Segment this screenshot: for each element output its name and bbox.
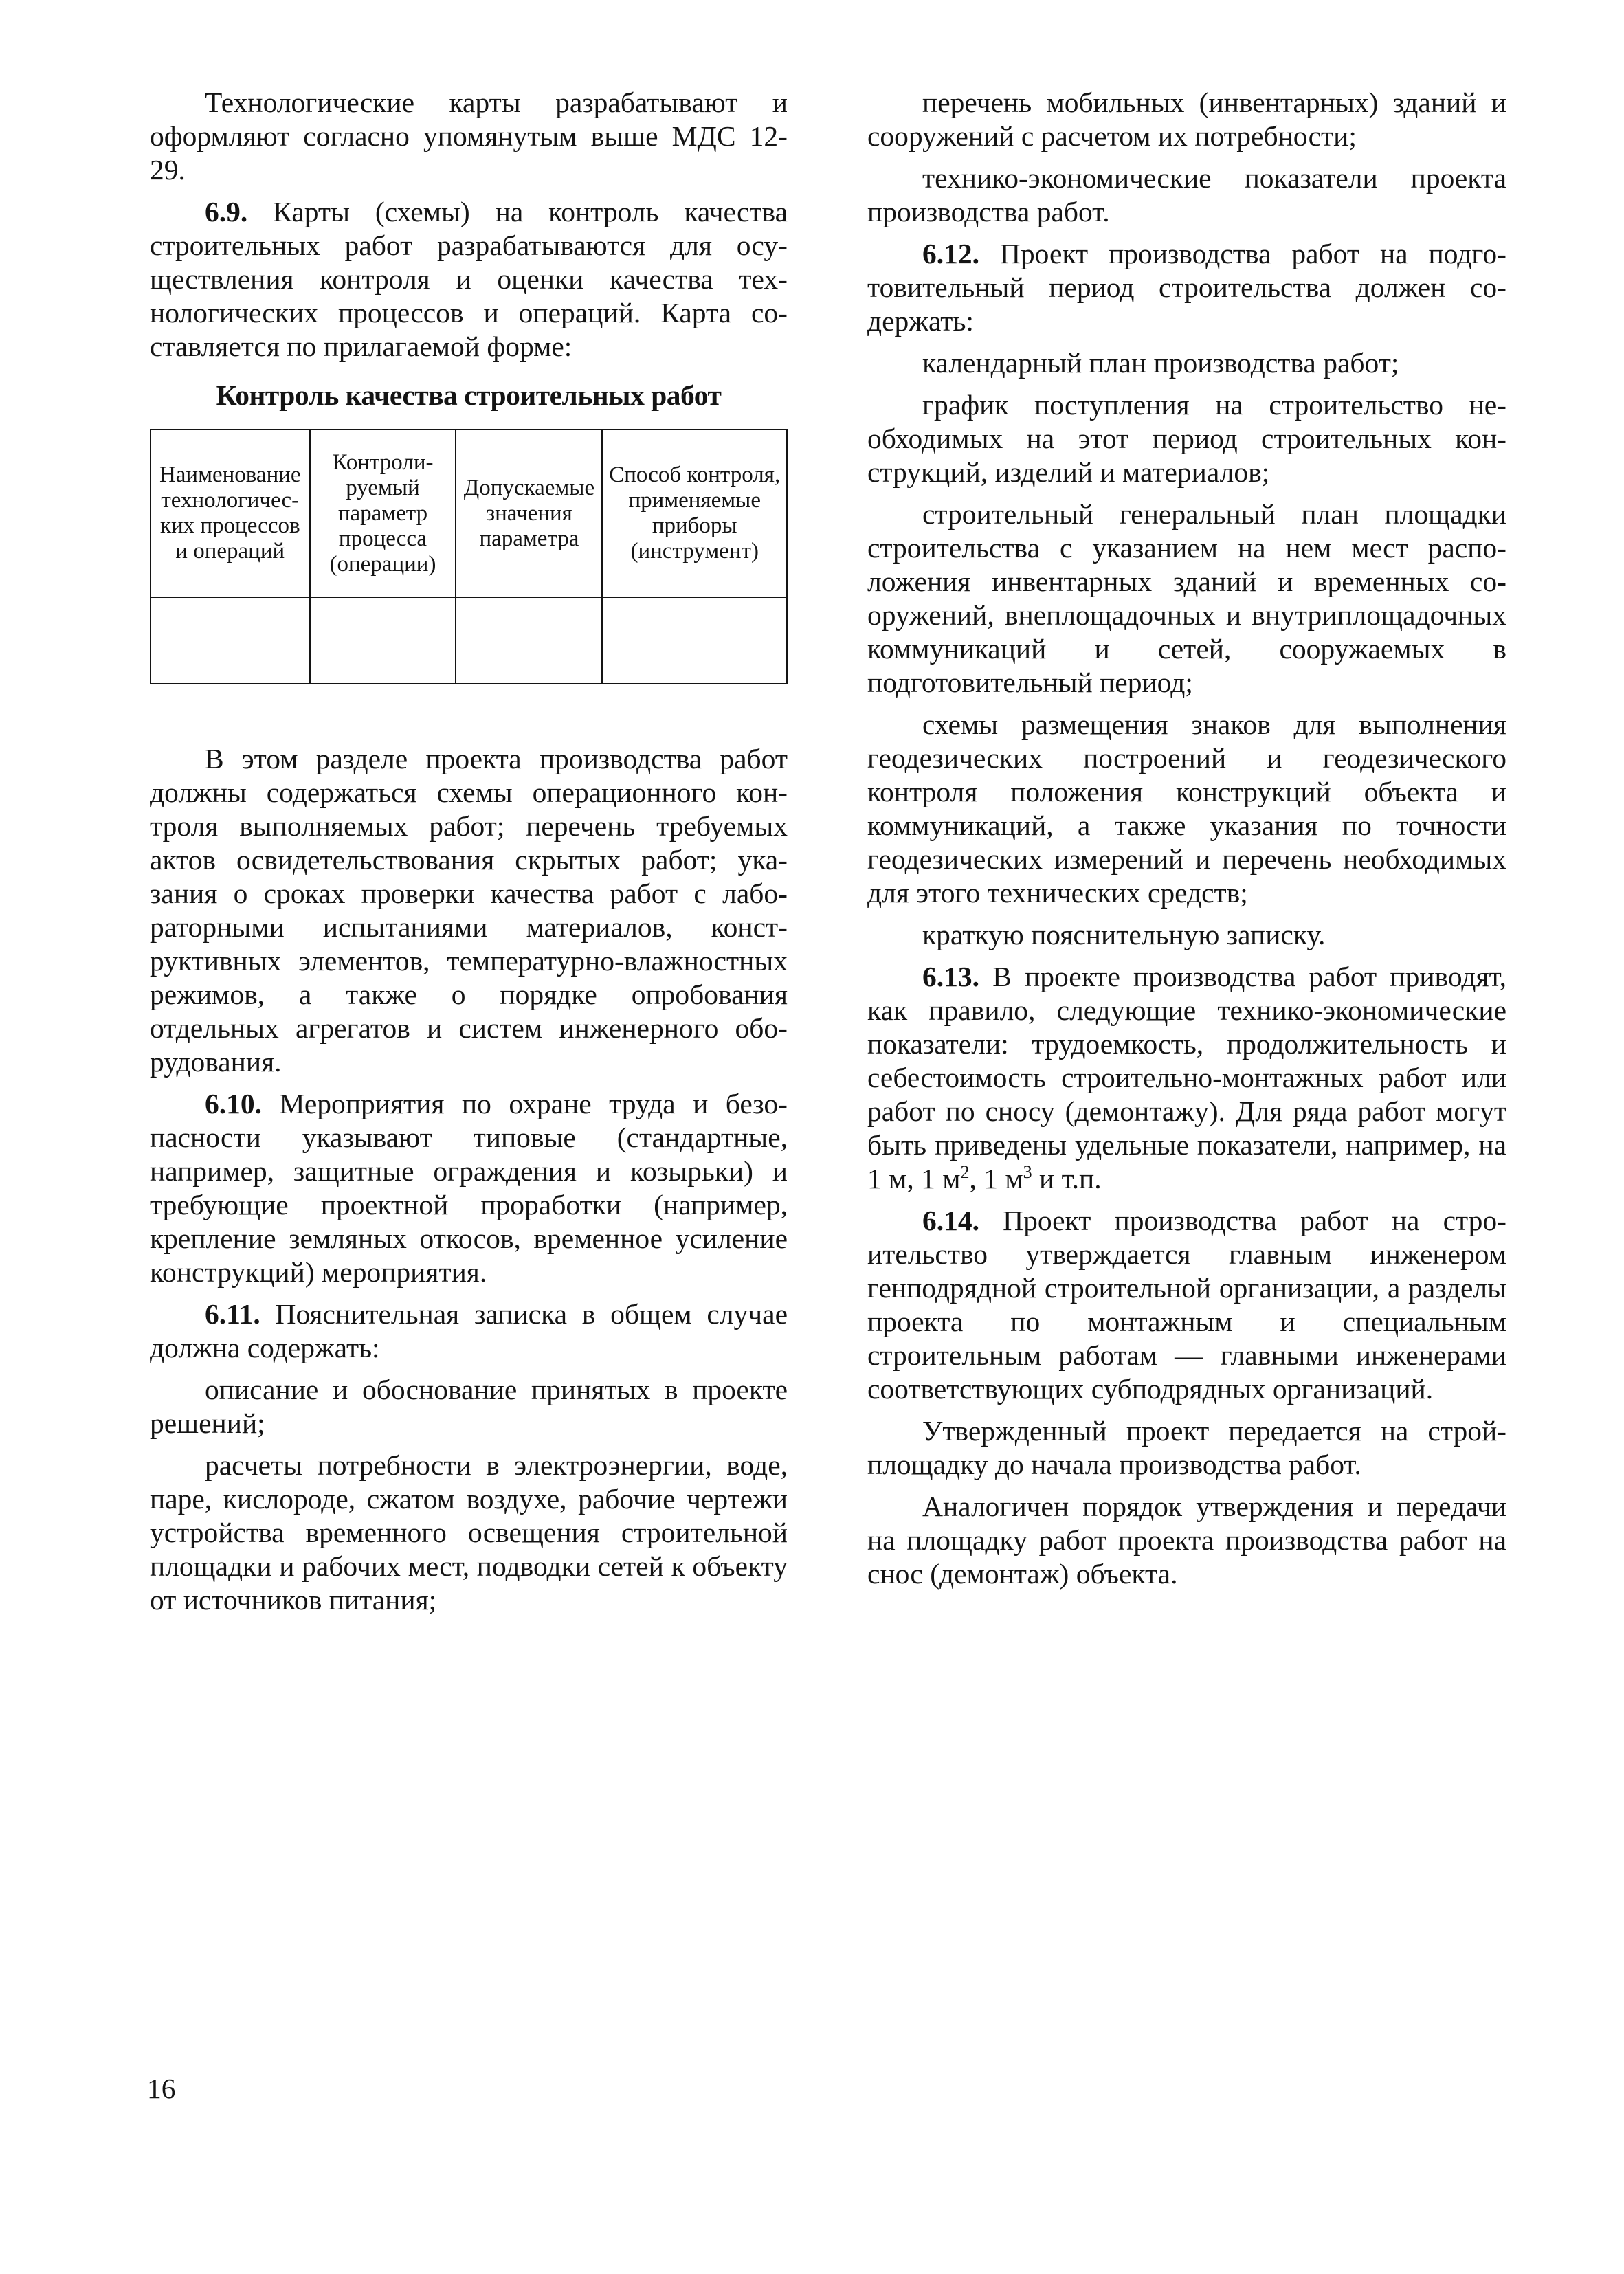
table-title: Контроль качества строительных работ [216,379,722,411]
paragraph-text: Проект производства работ на строительство утверждается главным инженером генподрядной строительной организации, а разделы проекта по монтажным и специальным строительным работам — главными инженерами соответствующих субподрядных организаций. [867,1205,1506,1405]
paragraph-text: Пояснительная записка в общем случае должна содержать: [150,1298,788,1363]
paragraph-text: Карты (схемы) на контроль качества строительных работ разрабатываются для осуществления контроля и оценки качества технологических процессов и операций. Карта составляется по прилагаемой форме: [150,196,788,362]
page-number: 16 [147,2073,176,2104]
list-item-short-note: краткую пояснительную записку. [922,919,1326,950]
paragraph-approved-project: Утвержденный проект передается на стройплощадку до начала производства работ. [867,1415,1506,1480]
list-item-general-plan: строительный генеральный план площадки строительства с указанием на нем мест расположения инвентарных зданий и временных сооружений, внеплощадочных и внутриплощадочных коммуникаций и сетей, сооружаемых в подготовительный период; [867,498,1506,698]
paragraph-6-13 [867,960,1506,1196]
list-item-calculations: расчеты потребности в электроэнергии, воде, паре, кислороде, сжатом воздухе, рабочие чертежи устройства временного освещения строительной площадки и рабочих мест, подводки сетей к объекту от источников питания; [150,1449,788,1616]
paragraph-6-14 [867,1204,1506,1406]
table-cell [151,597,310,684]
paragraph-text: В проекте производства работ приводят, как правило, следующие технико-экономические показатели: трудоемкость, продолжительность и себестоимость строительно-монтажных работ или работ по сносу (демонтажу). Для ряда работ могут быть приведены удельные показатели, например, на 1 м, 1 м [867,961,1506,1194]
paragraph-6-11 [150,1297,788,1365]
paragraph-text: и т.п. [1032,1163,1102,1194]
list-item-description: описание и обоснование принятых в проекте решений; [150,1374,788,1439]
table-row [151,597,787,684]
paragraph-text: Проект производства работ на подготовительный период строительства должен содержать: [867,238,1506,337]
paragraph-6-12 [867,237,1506,338]
table-header-cell: Контролируемый параметр процесса (операции) [310,430,456,597]
table-header-row [151,430,787,597]
paragraph-tech-maps: Технологические карты разрабатывают и оформляют согласно упомянутым выше МДС 12-29. [150,87,788,186]
paragraph-text: Мероприятия по охране труда и безопасности указывают типовые (стандартные, например, защитные ограждения и козырьки) и требующие проектной проработки (например, крепление земляных откосов, временное усиление конструкций) мероприятия. [150,1088,788,1288]
paragraph-6-10 [150,1087,788,1289]
paragraph-section-content: В этом разделе проекта производства работ должны содержаться схемы операционного контроля выполняемых работ; перечень требуемых актов освидетельствования скрытых работ; указания о сроках проверки качества работ с лабораторными испытаниями материалов, конструктивных элементов, температурно-влажностных режимов, а также о порядке опробования отдельных агрегатов и систем инженерного оборудования. [150,743,788,1078]
superscript: 3 [1023,1162,1032,1183]
table-cell [310,597,456,684]
list-item-delivery-schedule: график поступления на строительство необходимых на этот период строительных конструкций, изделий и материалов; [867,389,1506,488]
clause-number: 6.11. [205,1298,260,1330]
paragraph-text: , 1 м [969,1163,1023,1194]
list-item-indicators: технико-экономические показатели проекта производства работ. [867,162,1506,227]
clause-number: 6.14. [922,1205,979,1236]
table-cell [602,597,787,684]
clause-number: 6.10. [205,1088,262,1119]
paragraph-demolition-project: Аналогичен порядок утверждения и передачи на площадку работ проекта производства работ на снос (демонтаж) объекта. [867,1491,1506,1590]
list-item-mobile-buildings: перечень мобильных (инвентарных) зданий и сооружений с расчетом их потребности; [867,87,1506,152]
table-header-cell: Допускаемые значения параметра [456,430,602,597]
clause-number: 6.9. [205,196,248,227]
quality-control-table [150,429,788,684]
table-header-cell: Наименование технологических процессов и операций [151,430,310,597]
list-item-calendar-plan: календарный план производства работ; [922,347,1399,379]
table-header-cell: Способ контроля, применяемые приборы (инструмент) [602,430,787,597]
list-item-geodetic-schemes: схемы размещения знаков для выполнения геодезических построений и геодезического контроля положения конструкций объекта и коммуникаций, а также указания по точности геодезических измерений и перечень необходимых для этого технических средств; [867,709,1506,909]
superscript: 2 [960,1162,970,1183]
left-column [150,86,788,1617]
clause-number: 6.12. [922,238,979,269]
clause-number: 6.13. [922,961,979,992]
table-cell [456,597,602,684]
right-column [867,86,1506,1591]
paragraph-6-9 [150,195,788,364]
